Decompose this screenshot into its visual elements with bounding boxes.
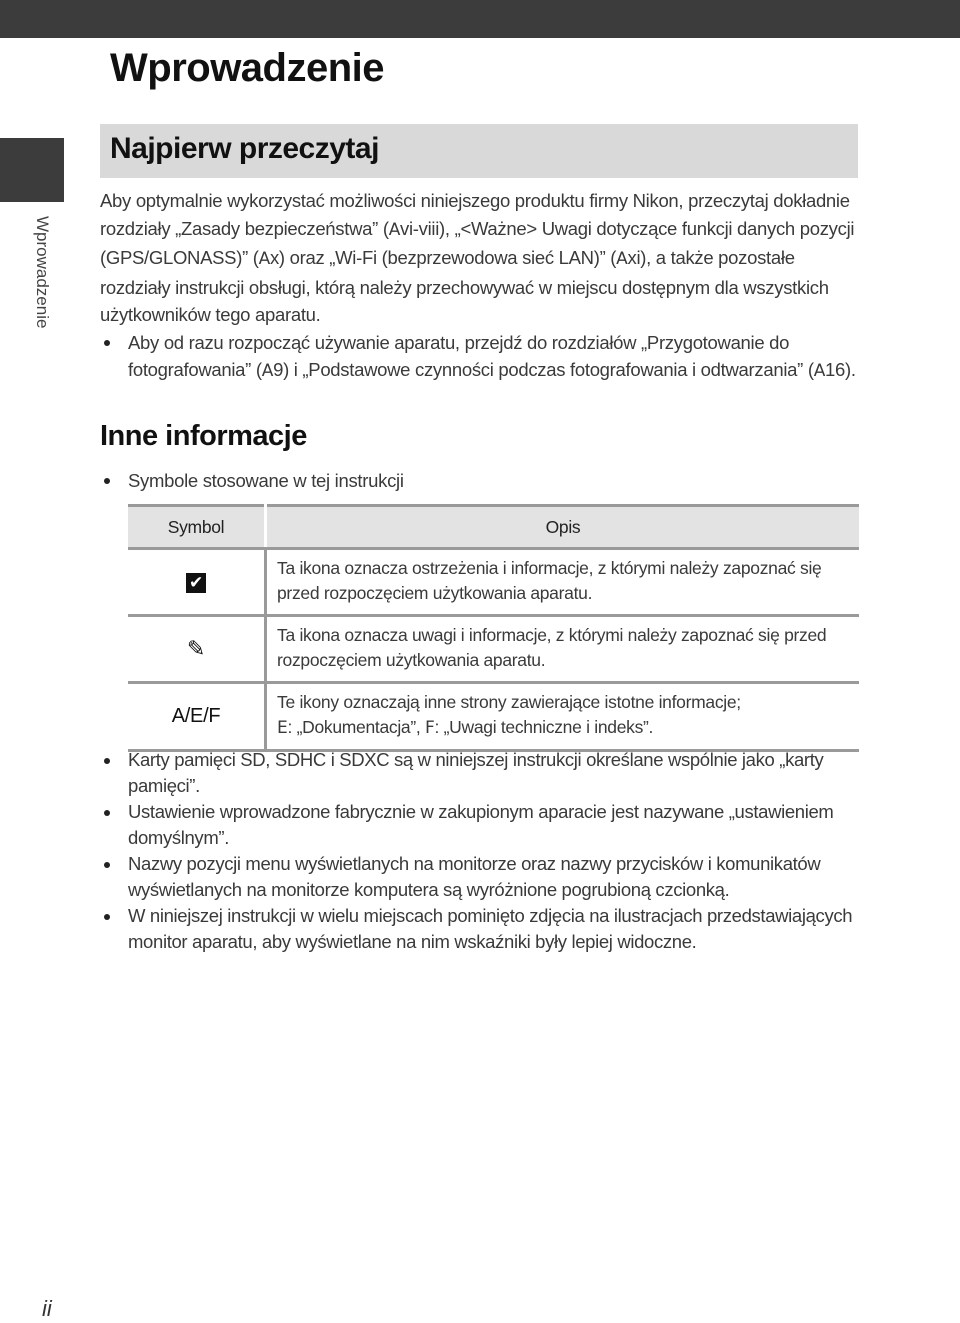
table-row (128, 549, 859, 616)
intro-text-run: Aby optymalnie wykorzystać możliwości niniejszego produktu firmy Nikon, przeczytaj dokładnie rozdziały „Zasady bezpieczeństwa” ( (100, 190, 850, 239)
intro-text-run: xi), a także pozostałe rozdziały instrukcji obsługi, którą należy przechowywać w miejscu dostępnym dla wszystkich użytkowników tego aparatu. (100, 247, 829, 325)
section-heading: Najpierw przeczytaj (110, 132, 379, 165)
header-bar (0, 0, 960, 38)
subsection-heading: Inne informacje (100, 420, 307, 452)
description-cell: Ta ikona oznacza uwagi i informacje, z którymi należy zapoznać się przed rozpoczęciem użytkowania aparatu. (266, 616, 860, 683)
list-item-text: Ustawienie wprowadzone fabrycznie w zakupionym aparacie jest nazywane „ustawieniem domyślnym”. (128, 801, 834, 848)
bullet-icon (104, 810, 110, 816)
symbol-cell (128, 683, 266, 751)
bullet-icon (104, 478, 110, 484)
book-reference-icon: A (258, 249, 270, 269)
table-row (128, 616, 859, 683)
symbols-bullet-text: Symbole stosowane w tej instrukcji (128, 470, 404, 491)
intro-text (100, 187, 860, 386)
chapter-side-label: Wprowadzenie (33, 216, 52, 329)
list-item-text: W niniejszej instrukcji w wielu miejscach pominięto zdjęcia na ilustracjach przedstawiających monitor aparatu, aby wyświetlane na nim wskaźniki były lepiej widoczne. (128, 905, 853, 952)
symbols-bullet (100, 467, 860, 494)
page-number: ii (42, 1296, 52, 1321)
notes-list (100, 747, 870, 955)
description-line: : „Dokumentacja”, (287, 717, 426, 737)
column-header-symbol: Symbol (128, 506, 266, 549)
table-header-row (128, 506, 859, 549)
intro-text-run: 16). (825, 359, 856, 380)
section-heading-bar (100, 124, 858, 178)
column-header-description: Opis (266, 506, 860, 549)
symbol-cell (128, 549, 266, 616)
bullet-icon (104, 758, 110, 764)
list-item-text: Nazwy pozycji menu wyświetlanych na monitorze oraz nazwy przycisków i komunikatów wyświetlanych na monitorze komputera są wyróżnione pogrubioną czcionką. (128, 853, 821, 900)
intro-text-run: 9) i „Podstawowe czynności podczas fotografowania i odtwarzania” ( (273, 359, 814, 380)
list-item (100, 747, 870, 799)
list-item (100, 799, 870, 851)
technical-notes-icon: F (425, 718, 435, 738)
book-reference-icon: A (616, 249, 628, 269)
list-item (100, 851, 870, 903)
intro-bullet (100, 329, 860, 386)
note-icon: ✎ (186, 636, 206, 661)
documentation-icon: E (277, 718, 288, 738)
table-row (128, 683, 859, 751)
bullet-icon (104, 914, 110, 920)
description-line: Te ikony oznaczają inne strony zawierające istotne informacje; (277, 692, 741, 712)
bullet-icon (104, 340, 110, 346)
list-item (100, 903, 870, 955)
symbols-table (128, 504, 859, 752)
warning-check-icon: ✔ (186, 573, 206, 593)
symbol-cell (128, 616, 266, 683)
description-cell: Ta ikona oznacza ostrzeżenia i informacje, z którymi należy zapoznać się przed rozpoczęciem użytkowania aparatu. (266, 549, 860, 616)
intro-paragraph (100, 187, 860, 329)
page-reference-icons: A/E/F (171, 705, 221, 727)
book-reference-icon: A (261, 361, 274, 381)
list-item-text: Karty pamięci SD, SDHC i SDXC są w niniejszej instrukcji określane wspólnie jako „karty pamięci”. (128, 749, 824, 796)
book-reference-icon: A (813, 361, 826, 381)
description-line: : „Uwagi techniczne i indeks”. (434, 717, 654, 737)
book-reference-icon: A (388, 219, 401, 240)
bullet-icon (104, 862, 110, 868)
intro-text-run: x) oraz „Wi-Fi (bezprzewodowa sieć LAN)” ( (269, 247, 617, 268)
intro-text-run: Aby od razu rozpocząć używanie aparatu, przejdź do rozdziałów „Przygotowanie do fotografowania” ( (128, 331, 790, 380)
page-title: Wprowadzenie (110, 46, 385, 90)
intro-text-run: vi-viii), „<Ważne> Uwagi dotyczące funkcji danych pozycji (GPS/GLONASS)” ( (100, 217, 855, 268)
description-cell (266, 683, 860, 751)
chapter-tab-marker (0, 138, 64, 202)
